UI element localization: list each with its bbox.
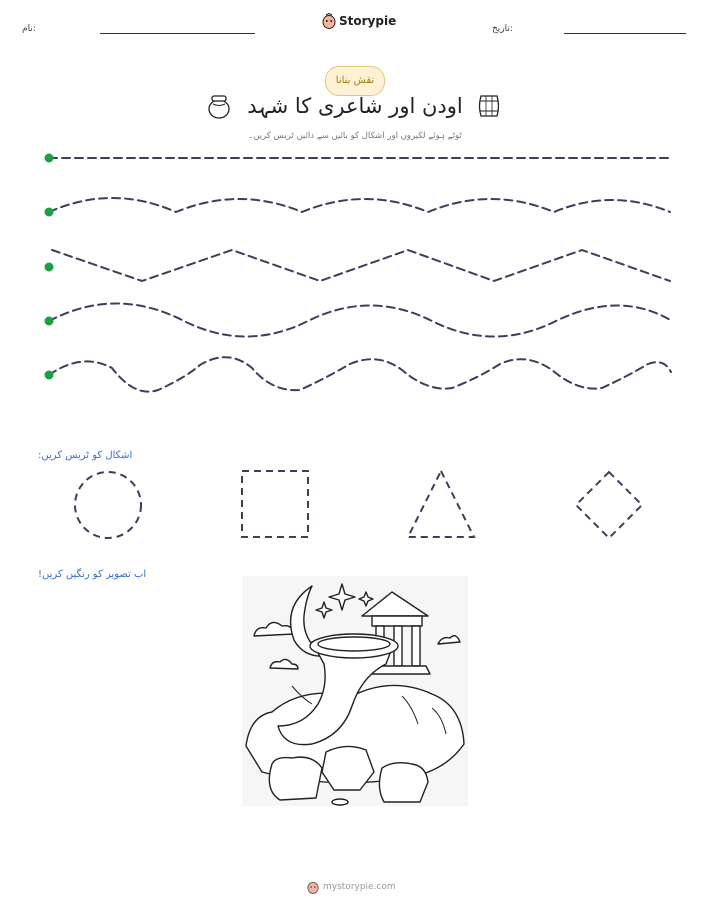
footer-url[interactable]: mystorypie.com — [323, 882, 396, 892]
horn-mead — [318, 637, 390, 651]
temple-body — [372, 616, 422, 626]
storypie-mascot-icon — [322, 13, 336, 29]
storypie-footer-icon — [307, 880, 319, 894]
start-dot-3 — [45, 263, 54, 272]
pebble — [332, 799, 348, 805]
start-dot-5 — [45, 371, 54, 380]
tracing-lines — [0, 140, 709, 400]
honey-pot-icon — [205, 92, 233, 120]
title-row — [205, 92, 505, 124]
start-dot-2 — [45, 208, 54, 217]
date-label: تاریخ: — [492, 24, 513, 34]
trace-line-wave-3 — [49, 357, 671, 391]
boulder-left — [269, 757, 322, 800]
footer — [307, 880, 396, 894]
coloring-section-label: اب تصویر کو رنگین کریں! — [38, 569, 147, 580]
name-label: نام: — [22, 24, 36, 34]
start-dot-1 — [45, 154, 54, 163]
trace-diamond — [576, 472, 642, 538]
trace-line-wave-1 — [49, 198, 670, 212]
shapes-section-label: اشکال کو ٹریس کریں: — [38, 450, 133, 461]
coloring-image-mead-horn[interactable] — [242, 576, 468, 806]
instructions: ٹوٹے ہوئے لکیروں اور اشکال کو بائیں سے دائیں ٹریس کریں۔ — [248, 131, 462, 141]
name-line[interactable] — [100, 33, 255, 34]
trace-triangle — [408, 471, 474, 537]
date-line[interactable] — [564, 33, 686, 34]
brand-name: Storypie — [339, 14, 397, 28]
column-3 — [412, 626, 420, 666]
barrel-icon — [475, 92, 503, 120]
start-dot-4 — [45, 317, 54, 326]
trace-line-wave-2 — [49, 304, 672, 337]
boulder-right — [379, 763, 428, 802]
trace-square — [242, 471, 308, 537]
brand-logo — [322, 13, 396, 29]
trace-line-zigzag — [52, 250, 670, 281]
activity-badge: نقش بنانا — [325, 66, 385, 96]
trace-circle — [75, 472, 141, 538]
page-title: اودن اور شاعری کا شہد — [247, 94, 463, 118]
trace-shapes — [0, 465, 709, 545]
